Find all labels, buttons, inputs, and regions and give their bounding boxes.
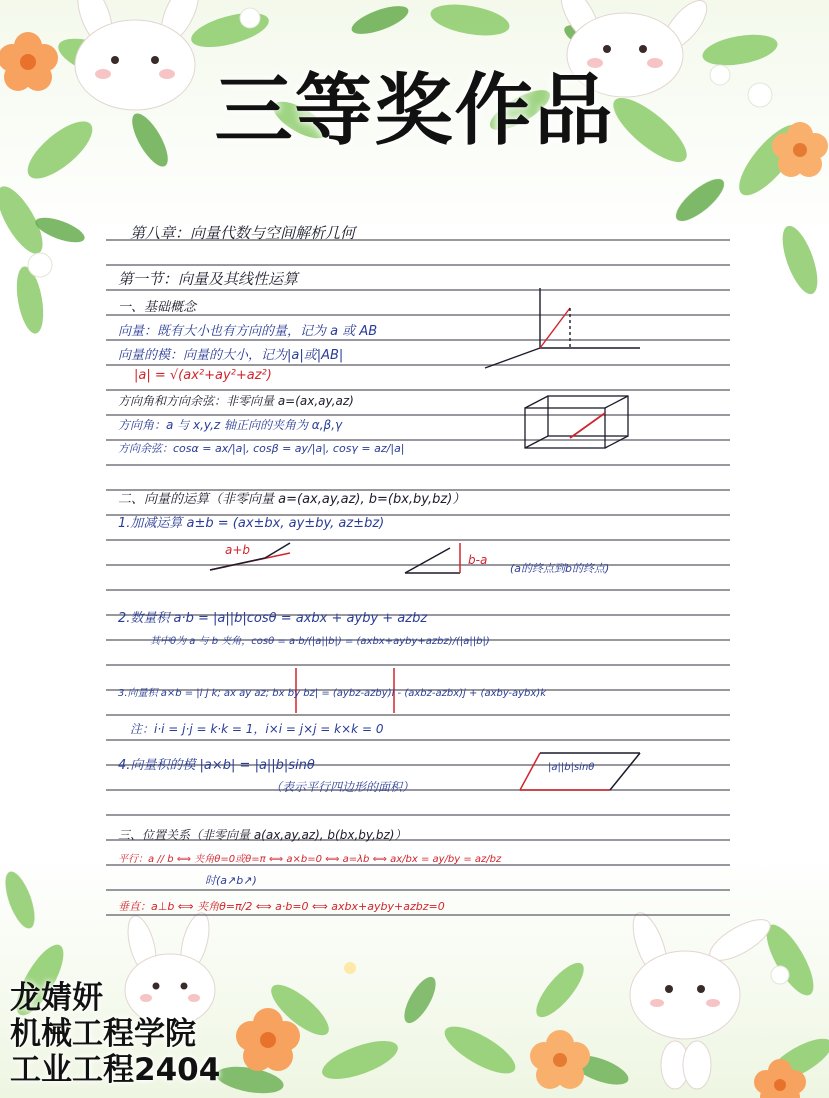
bunny-icon	[626, 909, 776, 1089]
operations-heading: 二、向量的运算（非零向量 a=(ax,ay,az), b=(bx,by,bz)）	[118, 492, 466, 507]
sub-note: (a的终点到b的终点)	[510, 562, 610, 575]
parallelogram-label: |a||b|sinθ	[548, 762, 595, 773]
subtraction-diagram	[405, 543, 460, 573]
ruled-lines	[106, 240, 730, 915]
relations-heading: 三、位置关系（非零向量 a(ax,ay,az), b(bx,by,bz)）	[118, 828, 407, 842]
vector-modulus: 向量的模：向量的大小，记为|a|或|AB|	[118, 348, 344, 363]
perpendicular-condition: 垂直：a⊥b ⟺ 夹角θ=π/2 ⟺ a·b=0 ⟺ axbx+ayby+azbz=0	[118, 900, 445, 913]
direction-angle-note: 方向角和方向余弦：非零向量 a=(ax,ay,az)	[118, 394, 354, 408]
author-name: 龙婧妍	[10, 980, 103, 1016]
modulus-formula: |a| = √(ax²+ay²+az²)	[134, 368, 272, 383]
page-title: 三等奖作品	[214, 66, 615, 156]
sub-label: b-a	[468, 553, 488, 567]
chapter-heading: 第八章：向量代数与空间解析几何	[130, 224, 356, 242]
axes-diagram	[485, 288, 640, 368]
cross-product: 3.向量积 a×b = |i j k; ax ay az; bx by bz| = (aybz-azby)i - (axbz-azbx)j + (axby-aybx)k	[118, 688, 547, 699]
parallel-condition: 平行：a // b ⟺ 夹角θ=0或θ=π ⟺ a×b=0 ⟺ a=λb ⟺ ax/bx = ay/by = az/bz	[118, 854, 502, 865]
vector-definition: 向量：既有大小也有方向的量，记为 a 或 AB	[118, 324, 378, 339]
direction-cosines: 方向余弦：cosα = ax/|a|, cosβ = ay/|a|, cosγ = az/|a|	[118, 442, 405, 455]
parallel-note: 时(a↗b↗)	[205, 874, 257, 887]
section-heading: 第一节：向量及其线性运算	[118, 270, 299, 288]
cross-modulus: 4.向量积的模 |a×b| = |a||b|sinθ	[118, 758, 315, 773]
basics-heading: 一、基础概念	[118, 300, 197, 315]
author-info	[10, 980, 220, 1088]
add-sub-rule: 1.加减运算 a±b = (ax±bx, ay±by, az±bz)	[118, 516, 385, 531]
author-class: 工业工程2404	[10, 1052, 221, 1088]
dot-product: 2.数量积 a·b = |a||b|cosθ = axbx + ayby + azbz	[118, 611, 428, 626]
dot-angle: 其中θ为 a 与 b 夹角，cosθ = a·b/(|a||b|) = (axbx+ayby+azbz)/(|a||b|)	[150, 636, 490, 647]
angle-definition: 方向角：a 与 x,y,z 轴正向的夹角为 α,β,γ	[118, 418, 343, 432]
add-label: a+b	[225, 543, 251, 557]
author-college: 机械工程学院	[10, 1016, 196, 1052]
cross-modulus-note: （表示平行四边形的面积）	[270, 780, 415, 794]
unit-vector-note: 注：i·i = j·j = k·k = 1，i×i = j×j = k×k = 0	[130, 722, 384, 736]
